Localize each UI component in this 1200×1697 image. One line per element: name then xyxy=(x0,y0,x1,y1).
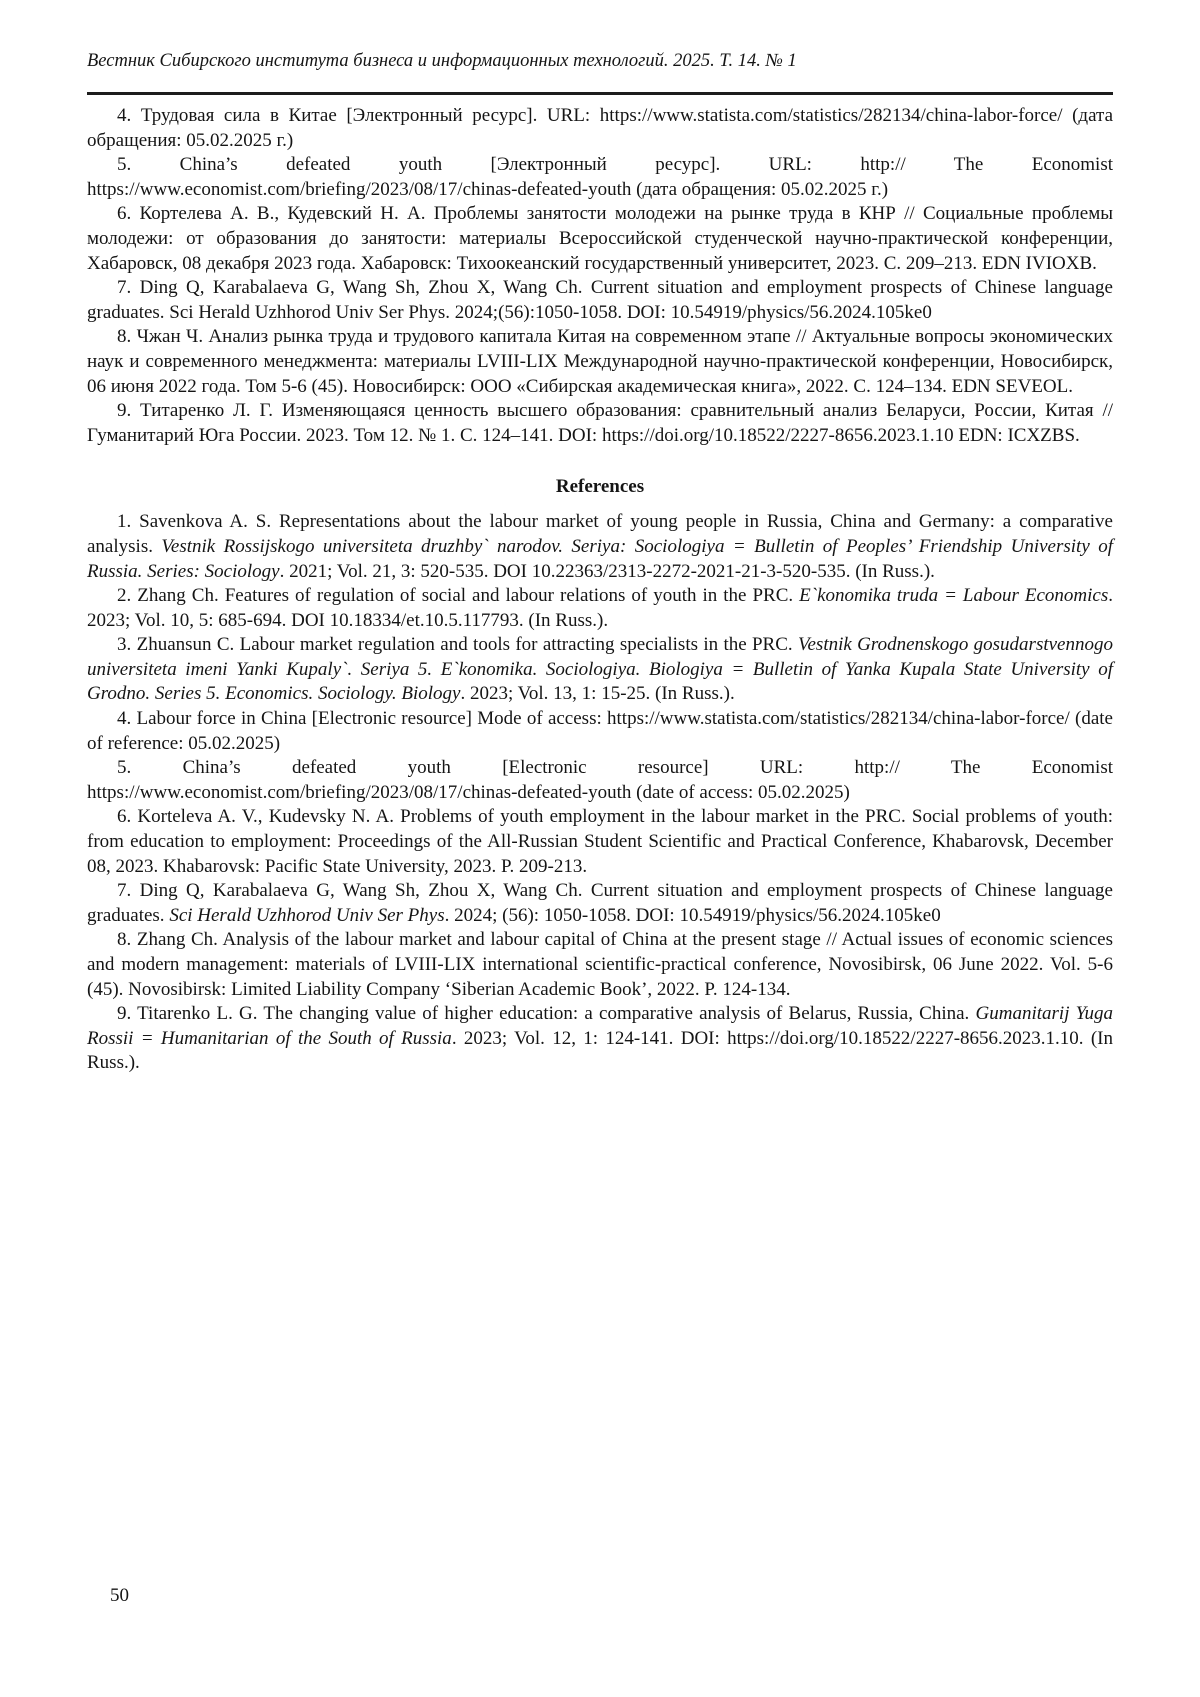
reference-text: 6. Кортелева А. В., Кудевский Н. А. Проблемы занятости молодежи на рынке труда в КНР // Социальные проблемы молодежи: от образования до занятости: материалы Всероссийской студенческой научно-практической конференции, Хабаровск, 08 декабря 2023 года. Хабаровск: Тихоокеанский государственный университет, 2023. С. 209–213. EDN IVIOXB. xyxy=(87,203,1113,274)
reference-item xyxy=(87,153,1113,202)
references-english-section xyxy=(87,510,1113,1076)
reference-item xyxy=(87,879,1113,928)
references-russian-section xyxy=(87,104,1113,448)
references-heading: References xyxy=(555,476,645,498)
reference-item xyxy=(87,510,1113,584)
reference-text: 4. Labour force in China [Electronic resource] Mode of access: https://www.statista.com/statistics/282134/china-labor-force/ (date of reference: 05.02.2025) xyxy=(87,708,1113,754)
reference-text: 7. Ding Q, Karabalaeva G, Wang Sh, Zhou X, Wang Ch. Current situation and employment prospects of Chinese language graduates. xyxy=(87,880,1113,926)
reference-item xyxy=(87,104,1113,153)
reference-text: 4. Трудовая сила в Китае [Электронный ресурс]. URL: https://www.statista.com/statistics/282134/china-labor-force/ (дата обращения: 05.02.2025 г.) xyxy=(87,105,1113,151)
reference-text: 8. Zhang Ch. Analysis of the labour market and labour capital of China at the present stage // Actual issues of economic sciences and modern management: materials of LVIII-LIX international scientific-practical conference, Novosibirsk, 06 June 2022. Vol. 5-6 (45). Novosibirsk: Limited Liability Company ‘Siberian Academic Book’, 2022. P. 124-134. xyxy=(87,929,1113,1000)
reference-item xyxy=(87,202,1113,276)
reference-text: 7. Ding Q, Karabalaeva G, Wang Sh, Zhou X, Wang Ch. Current situation and employment prospects of Chinese language graduates. Sci Herald Uzhhorod Univ Ser Phys. 2024;(56):1050-1058. DOI: 10.54919/physics/56.2024.105ke0 xyxy=(87,277,1113,323)
reference-source-title-italic: Sci Herald Uzhhorod Univ Ser Phys xyxy=(169,904,445,926)
reference-item xyxy=(87,805,1113,879)
journal-title: Вестник Сибирского института бизнеса и информационных технологий. 2025. Т. 14. № 1 xyxy=(87,51,797,71)
reference-text: 2. Zhang Ch. Features of regulation of social and labour relations of youth in the PRC. xyxy=(117,585,800,607)
reference-text: . 2023; Vol. 13, 1: 15-25. (In Russ.). xyxy=(460,683,735,705)
reference-item xyxy=(87,633,1113,707)
reference-text: 5. China’s defeated youth [Electronic resource] URL: http:// The Economist https://www.economist.com/briefing/2023/08/17/chinas-defeated-youth (date of access: 05.02.2025) xyxy=(87,757,1113,803)
reference-text: 3. Zhuansun C. Labour market regulation and tools for attracting specialists in the PRC. xyxy=(117,634,798,656)
reference-source-title-italic: Gumanitarij Yuga Rossii = Humanitarian of the South of Russia xyxy=(87,1003,1113,1049)
reference-text: 5. China’s defeated youth [Электронный ресурс]. URL: http:// The Economist https://www.economist.com/briefing/2023/08/17/chinas-defeated-youth (дата обращения: 05.02.2025 г.) xyxy=(87,154,1113,200)
reference-item xyxy=(87,1002,1113,1076)
reference-text: 8. Чжан Ч. Анализ рынка труда и трудового капитала Китая на современном этапе // Актуальные вопросы экономических наук и современного менеджмента: материалы LVIII-LIX Международной научно-практической конференции, Новосибирск, 06 июня 2022 года. Том 5-6 (45). Новосибирск: ООО «Сибирская академическая книга», 2022. С. 124–134. EDN SEVEOL. xyxy=(87,326,1113,397)
reference-item xyxy=(87,756,1113,805)
reference-text: . 2024; (56): 1050-1058. DOI: 10.54919/physics/56.2024.105ke0 xyxy=(444,904,941,926)
reference-text: 6. Korteleva A. V., Kudevsky N. A. Problems of youth employment in the labour market in the PRC. Social problems of youth: from education to employment: Proceedings of the All-Russian Student Scientific and Practical Conference, Khabarovsk, December 08, 2023. Khabarovsk: Pacific State University, 2023. P. 209-213. xyxy=(87,806,1113,877)
reference-text: 1. Savenkova A. S. Representations about the labour market of young people in Russia, China and Germany: a comparative analysis. xyxy=(87,511,1113,557)
reference-item xyxy=(87,928,1113,1002)
reference-source-title-italic: Vestnik Grodnenskogo gosudarstvennogo universiteta imeni Yanki Kupaly`. Seriya 5. E`konomika. Sociologiya. Biologiya = Bulletin of Yanka Kupala State University of Grodno. Series 5. Economics. Sociology. Biology xyxy=(87,634,1113,705)
page-number: 50 xyxy=(110,1585,129,1606)
reference-text: . 2023; Vol. 10, 5: 685-694. DOI 10.18334/et.10.5.117793. (In Russ.). xyxy=(87,585,1113,631)
reference-item xyxy=(87,399,1113,448)
reference-item xyxy=(87,584,1113,633)
reference-item xyxy=(87,276,1113,325)
reference-item xyxy=(87,325,1113,399)
reference-source-title-italic: E`konomika truda = Labour Economics xyxy=(799,585,1109,607)
reference-source-title-italic: Vestnik Rossijskogo universiteta druzhby` narodov. Seriya: Sociologiya = Bulletin of Peoples’ Friendship University of Russia. Series: Sociology xyxy=(87,535,1113,582)
reference-text: . 2023; Vol. 12, 1: 124-141. DOI: https://doi.org/10.18522/2227-8656.2023.1.10. (In Russ.). xyxy=(87,1027,1113,1074)
header-rule xyxy=(87,92,1113,95)
reference-text: 9. Титаренко Л. Г. Изменяющаяся ценность высшего образования: сравнительный анализ Беларуси, России, Китая // Гуманитарий Юга России. 2023. Том 12. № 1. С. 124–141. DOI: https://doi.org/10.18522/2227-8656.2023.1.10 EDN: ICXZBS. xyxy=(87,400,1113,446)
reference-text: . 2021; Vol. 21, 3: 520-535. DOI 10.22363/2313-2272-2021-21-3-520-535. (In Russ.). xyxy=(279,560,935,582)
reference-item xyxy=(87,707,1113,756)
reference-text: 9. Titarenko L. G. The changing value of higher education: a comparative analysis of Belarus, Russia, China. xyxy=(117,1003,976,1025)
page-header xyxy=(87,50,1113,95)
